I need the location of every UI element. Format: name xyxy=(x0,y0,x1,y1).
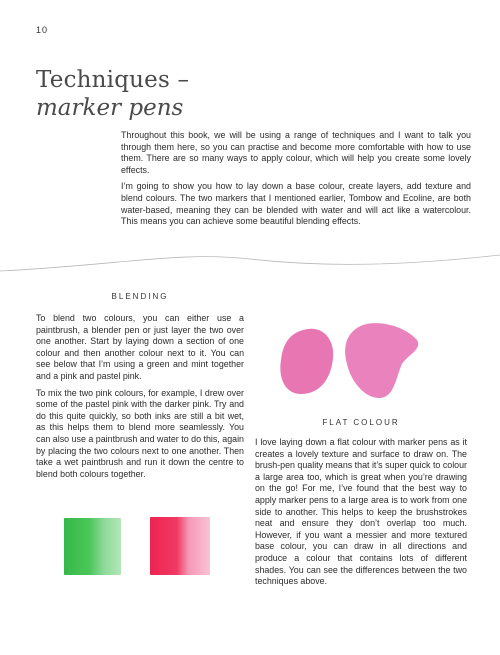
blending-paragraph: To mix the two pink colours, for example, I drew over some of the pastel pink with the darker pink. Try and do this quite quickly, so both inks are still a bit wet, as this helps them to blend more seamlessly. You can also use a paintbrush and water to do this, again by placing the two colours next to one another. Then take a wet paintbrush and run it down the centre to blend both colours together. xyxy=(36,387,244,479)
blending-text xyxy=(36,313,244,485)
pink-pastel-swatch xyxy=(150,517,210,575)
flat-colour-blobs xyxy=(275,318,425,408)
page-number: 10 xyxy=(36,25,49,35)
intro-paragraph: I’m going to show you how to lay down a base colour, create layers, add texture and blend colours. The two markers that I mentioned earlier, Tombow and Ecoline, are both water-based, meaning they can be blended with water and will act like a watercolour. This means you can achieve some beautiful blending effects. xyxy=(121,181,471,227)
intro-text xyxy=(121,130,471,233)
flat-colour-heading: FLAT COLOUR xyxy=(322,418,400,427)
flat-colour-paragraph: I love laying down a flat colour with marker pens as it creates a lovely texture and surface to draw on. The brush-pen quality means that it’s super quick to colour a large area too, which is great when you’re drawing on the go! For me, I’ve found that the best way to apply marker pens to a large area is to work from one side to another. This helps to keep the brushstrokes neat and ensure they don’t overlap too much. However, if you want a messier and more textured base colour, you can draw in all directions and produce a colour that contains lots of different shades. You can see the differences between the two techniques above. xyxy=(255,437,467,587)
blending-heading: BLENDING xyxy=(111,292,169,301)
intro-paragraph: Throughout this book, we will be using a range of techniques and I want to talk you through them here, so you can practise and become more comfortable with how to use them. There are so many ways to apply colour, which will help you create some lovely effects. xyxy=(121,130,471,175)
green-mint-swatch xyxy=(64,518,121,575)
title-line-2: marker pens xyxy=(36,95,184,121)
blending-swatches xyxy=(58,515,218,577)
page-title xyxy=(36,66,189,122)
pink-blob-left xyxy=(280,329,333,394)
section-divider-wave xyxy=(0,245,500,285)
flat-colour-text xyxy=(255,437,467,593)
pink-blob-right xyxy=(345,323,418,398)
blending-paragraph: To blend two colours, you can either use a paintbrush, a blender pen or just layer the two over one another. Start by laying down a section of one colour and then another colour next to it. You can see below that I’m using a green and mint together and a pink and pastel pink. xyxy=(36,313,244,381)
title-line-1: Techniques – xyxy=(36,67,190,93)
